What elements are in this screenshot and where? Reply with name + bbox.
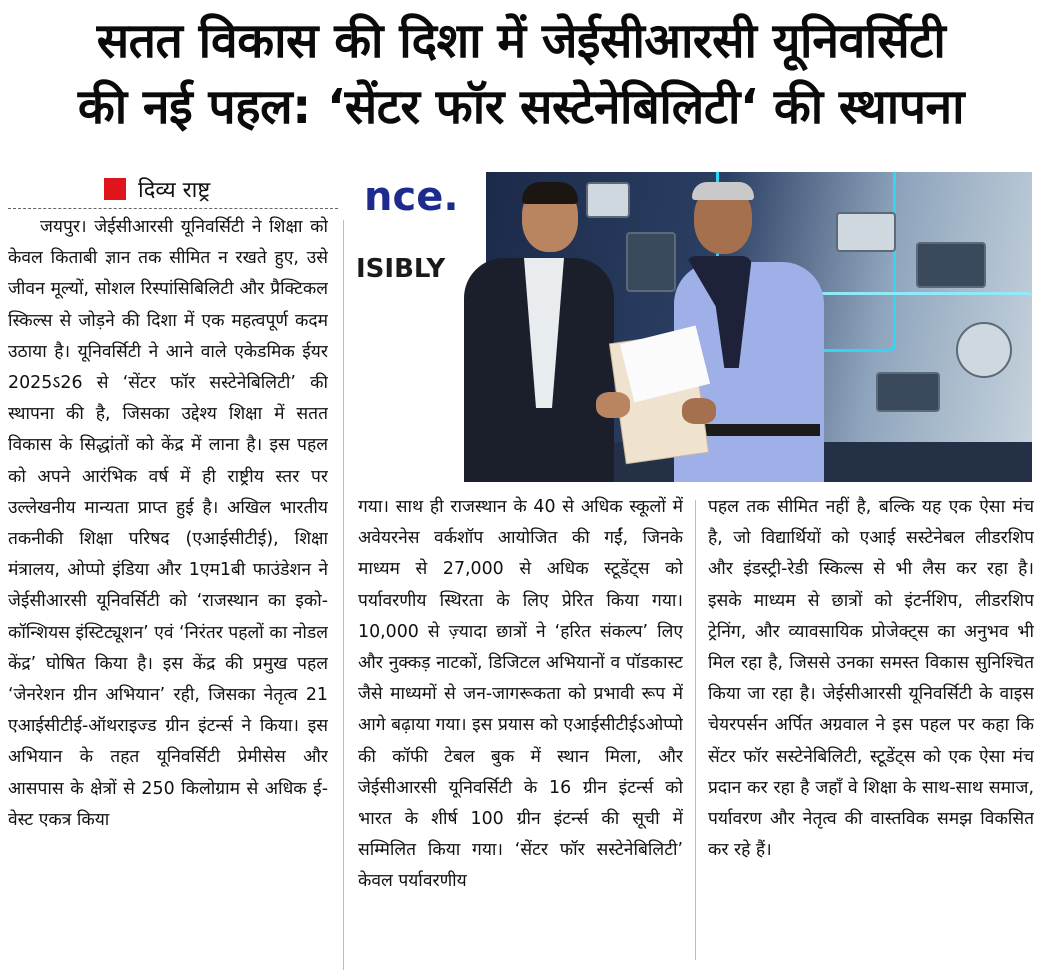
column-divider [695, 500, 696, 960]
photo-hand [682, 398, 716, 424]
article-column-2: गया। साथ ही राजस्थान के 40 से अधिक स्कूलों में अवेयरनेस वर्कशॉप आयोजित की गईं, जिनके माध्यम से 27,000 से अधिक स्टूडेंट्स को पर्यावरणीय स्थिरता के लिए प्रेरित किया गया। 10,000 से ज़्यादा छात्रों ने ‘हरित संकल्प’ लिए और नुक्कड़ नाटकों, डिजिटल अभियानों व पॉडकास्ट जैसे माध्यमों से जन-जागरूकता को प्रभावी रूप में आगे बढ़ाया गया। इस प्रयास को एआईसीटीईऽओप्पो की कॉफी टेबल बुक में स्थान मिला, और जेईसीआरसी यूनिवर्सिटी के 16 ग्रीन इंटर्न्स को भारत के शीर्ष 100 ग्रीन इंटर्न्स की सूची में सम्मिलित किया गया। ‘सेंटर फॉर सस्टेनेबिलिटी’ केवल पर्यावरणीय [358, 497, 683, 892]
photo-gadget-illustration [626, 232, 676, 292]
article-column-1: जयपुर। जेईसीआरसी यूनिवर्सिटी ने शिक्षा को केवल किताबी ज्ञान तक सीमित न रखते हुए, उसे जीवन मूल्यों, सोशल रिस्पांसिबिलिटी और प्रैक्टिकल स्किल्स से जोड़ने की दिशा में एक महत्वपूर्ण कदम उठाया है। यूनिवर्सिटी ने आने वाले एकेडमिक ईयर 2025ऽ26 से ‘सेंटर फॉर सस्टेनेबिलिटी’ की स्थापना की है, जिसका उद्देश्य शिक्षा में सतत विकास के सिद्धांतों को केंद्र में लाना है। इस पहल को अपने आरंभिक वर्ष में ही राष्ट्रीय स्तर पर उल्लेखनीय मान्यता प्राप्त हुई है। अखिल भारतीय तकनीकी शिक्षा परिषद (एआईसीटीई), शिक्षा मंत्रालय, ओप्पो इंडिया और 1एम1बी फाउंडेशन ने जेईसीआरसी यूनिवर्सिटी को ‘राजस्थान का इको-कॉन्शियस इंस्टिट्यूशन’ एवं ‘निरंतर पहलों का नोडल केंद्र’ घोषित किया है। इस केंद्र की प्रमुख पहल ‘जेनरेशन ग्रीन अभियान’ रही, जिसका नेतृत्व 21 एआईसीटीई-ऑथराइज्ड ग्रीन इंटर्न्स ने किया। इस अभियान के तहत यूनिवर्सिटी प्रेमीसेस और आसपास के क्षेत्रों से 250 किलोग्राम से अधिक ई-वेस्ट एकत्र किया [8, 217, 328, 830]
byline-source: दिव्य राष्ट्र [138, 178, 211, 203]
photo-gadget-illustration [916, 242, 986, 288]
photo-gadget-illustration [836, 212, 896, 252]
byline-divider [8, 208, 338, 209]
article-photo [356, 172, 1032, 482]
headline-line-2: की नई पहल: ‘सेंटर फॉर सस्टेनेबिलिटी‘ की स्थापना [77, 79, 965, 135]
column-divider [343, 220, 344, 970]
photo-backdrop-text: ISIBLY [356, 254, 446, 284]
photo-gadget-illustration [956, 322, 1012, 378]
photo-person-left-hair [522, 182, 578, 204]
photo-gadget-illustration [876, 372, 940, 412]
photo-backdrop-text: nce. [364, 174, 459, 220]
red-square-icon [104, 178, 126, 200]
byline [104, 174, 210, 204]
photo-person-right-belt [696, 424, 820, 436]
headline [0, 8, 1042, 140]
headline-line-1: सतत विकास की दिशा में जेईसीआरसी यूनिवर्सिटी [96, 13, 946, 69]
article-column-3: पहल तक सीमित नहीं है, बल्कि यह एक ऐसा मंच है, जो विद्यार्थियों को एआई सस्टेनेबल लीडरशिप और इंडस्ट्री-रेडी स्किल्स से भी लैस कर रहा है। इसके माध्यम से छात्रों को इंटर्नशिप, लीडरशिप ट्रेनिंग, और व्यावसायिक प्रोजेक्ट्स का अनुभव भी मिल रहा है, जिससे उनका समस्त विकास सुनिश्चित किया जा रहा है। जेईसीआरसी यूनिवर्सिटी के वाइस चेयरपर्सन अर्पित अग्रवाल ने इस पहल पर कहा कि सेंटर फॉर सस्टेनेबिलिटी, स्टूडेंट्स को एक ऐसा मंच प्रदान कर रहा है जहाँ वे शिक्षा के साथ-साथ समाज, पर्यावरण और नेतृत्व की वास्तविक समझ विकसित कर रहे हैं। [708, 497, 1034, 861]
photo-person-right-hair [692, 182, 754, 200]
photo-hand [596, 392, 630, 418]
photo-gadget-illustration [586, 182, 630, 218]
